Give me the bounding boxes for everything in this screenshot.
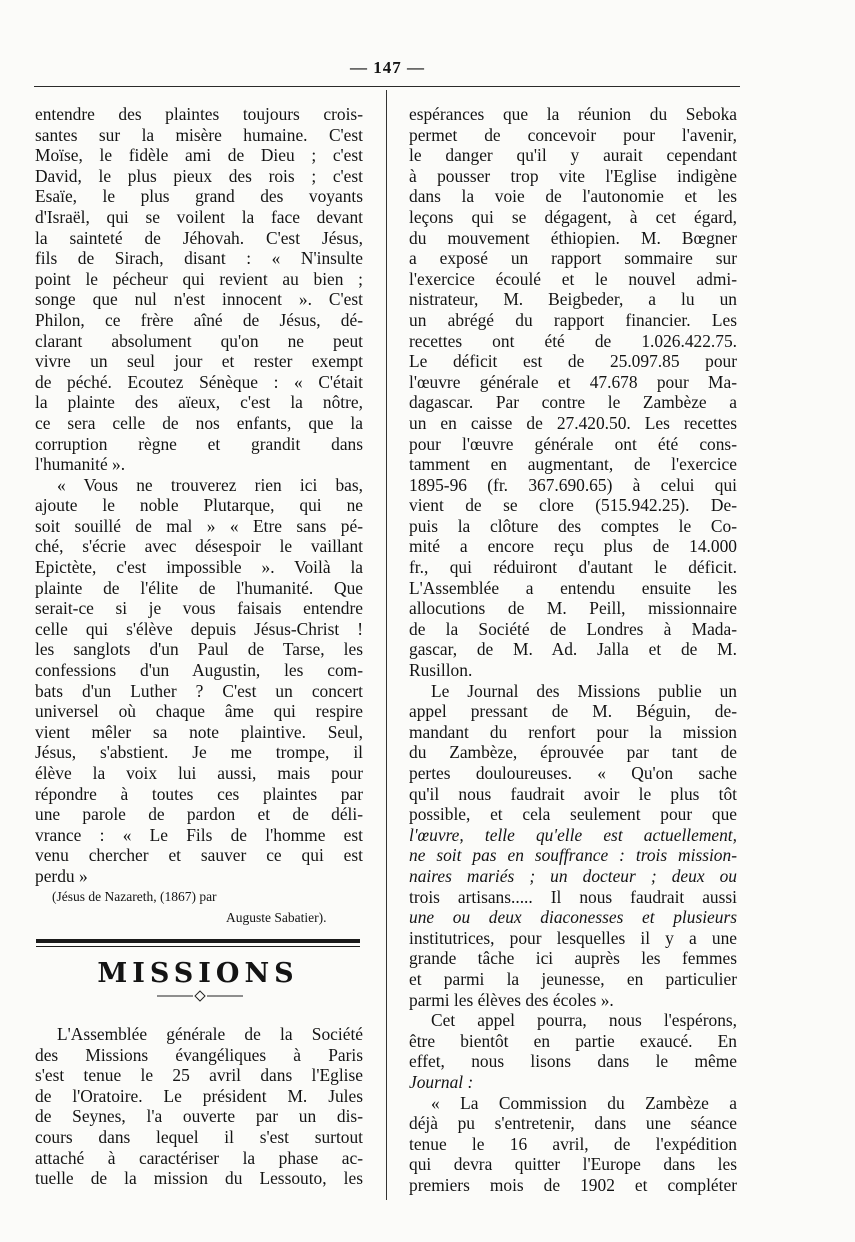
text-line: universel où chaque âme qui respire <box>35 701 363 722</box>
text-line: santes sur la misère humaine. C'est <box>35 124 363 145</box>
text-line: le danger qu'il y aurait cependant <box>409 145 737 166</box>
text-line: effet, nous lisons dans le même <box>409 1051 737 1072</box>
text-line: et parmi la jeunesse, en particulier <box>409 968 737 989</box>
text-line: allocutions de M. Peill, missionnaire <box>409 598 737 619</box>
text-line: puis la clôture des comptes le Co- <box>409 515 737 536</box>
text-line: permet de concevoir pour l'avenir, <box>409 124 737 145</box>
text-line: vient de se clore (515.942.25). De- <box>409 495 737 516</box>
ornament-divider <box>155 990 245 1002</box>
text-line: de la Société de Londres à Mada- <box>409 618 737 639</box>
text-line: attaché à caractériser la phase ac- <box>35 1147 363 1168</box>
text-line: soit souillé de mal » « Etre sans pé- <box>35 515 363 536</box>
text-line: s'est tenue le 25 avril dans l'Eglise <box>35 1065 363 1086</box>
text-line: trois artisans..... Il nous faudrait aussi <box>409 886 737 907</box>
text-line: d'Israël, qui se voilent la face devant <box>35 206 363 227</box>
text-line: plainte de l'élite de l'humanité. Que <box>35 577 363 598</box>
text-line: l'œuvre, telle qu'elle est actuellement, <box>409 824 737 845</box>
text-line: une parole de pardon et de déli- <box>35 804 363 825</box>
text-line: dans la voie de l'autonomie et les <box>409 186 737 207</box>
text-line: l'œuvre générale et 47.678 pour Ma- <box>409 371 737 392</box>
text-line: 1895-96 (fr. 367.690.65) à celui qui <box>409 474 737 495</box>
text-line: la plainte des aïeux, c'est la nôtre, <box>35 392 363 413</box>
column-divider <box>386 90 387 1200</box>
text-line: David, le plus pieux des rois ; c'est <box>35 165 363 186</box>
text-line: tamment en augmentant, de l'exercice <box>409 454 737 475</box>
text-line: a exposé un rapport sommaire sur <box>409 248 737 269</box>
section-title: MISSIONS <box>97 958 299 989</box>
text-line: fr., qui réduiront d'autant le déficit. <box>409 557 737 578</box>
text-line: répondre à toutes ces plaintes par <box>35 783 363 804</box>
quote-source <box>52 886 352 928</box>
text-line: institutrices, pour lesquelles il y a une <box>409 927 737 948</box>
text-line: pour l'œuvre générale ont été cons- <box>409 433 737 454</box>
text-line: tenue le 16 avril, de l'expédition <box>409 1133 737 1154</box>
text-line: Rusillon. <box>409 660 473 681</box>
text-line: élève la voix lui aussi, mais pour <box>35 763 363 783</box>
text-line: vrance : « Le Fils de l'homme est <box>35 824 363 845</box>
header-rule <box>34 86 740 87</box>
text-line: L'Assemblée a entendu ensuite les <box>409 577 737 598</box>
text-line: Le déficit est de 25.097.85 pour <box>409 351 737 372</box>
text-line: qu'il nous faudrait avoir le plus tôt <box>409 783 737 804</box>
text-line: l'exercice écoulé et le nouvel admi- <box>409 268 737 289</box>
text-line: Moïse, le fidèle ami de Dieu ; c'est <box>35 145 363 166</box>
text-line: Jésus, s'abstient. Je me trompe, il <box>35 742 363 763</box>
text-line: qui devra quitter l'Europe dans les <box>409 1154 737 1175</box>
text-line: premiers mois de 1902 et compléter <box>409 1174 737 1195</box>
text-line: L'Assemblée générale de la Société <box>57 1024 363 1044</box>
text-line: appel pressant de M. Béguin, de- <box>409 701 737 722</box>
text-line: nistrateur, M. Beigbeder, a lu un <box>409 289 737 310</box>
text-line: parmi les élèves des écoles ». <box>409 989 614 1010</box>
text-line: venu chercher et sauver ce qui est <box>35 845 363 866</box>
text-line: possible, et cela seulement pour que <box>409 804 737 825</box>
text-line: vient mêler sa note plaintive. Seul, <box>35 721 363 742</box>
text-line: « La Commission du Zambèze a <box>431 1092 737 1113</box>
text-line: l'humanité ». <box>35 454 126 475</box>
text-line: celle qui s'élève depuis Jésus-Christ ! <box>35 618 363 639</box>
text-line: ne soit pas en souffrance : trois mission- <box>409 845 737 866</box>
text-line: corruption règne et grandit dans <box>35 433 363 454</box>
section-rule-thick <box>36 939 360 943</box>
text-line: les sanglots d'un Paul de Tarse, les <box>35 639 363 660</box>
text-line: un en caisse de 27.420.50. Les recettes <box>409 412 737 433</box>
text-line: mandant du renfort pour la mission <box>409 721 737 742</box>
quote-source-line-2: Auguste Sabatier). <box>226 910 327 925</box>
text-line: cours dans lequel il s'est surtout <box>35 1126 363 1147</box>
text-line: leçons qui se dégagent, à cet égard, <box>409 206 737 227</box>
text-line: un abrégé du rapport financier. Les <box>409 309 737 330</box>
quote-source-line-1: (Jésus de Nazareth, (1867) par <box>52 889 217 904</box>
text-line: serait-ce si je vous faisais entendre <box>35 598 363 619</box>
text-line: Cet appel pourra, nous l'espérons, <box>431 1010 737 1031</box>
text-line: du Zambèze, éprouvée par tant de <box>409 742 737 763</box>
text-line: bats d'un Luther ? C'est un concert <box>35 680 363 701</box>
text-line: « Vous ne trouverez rien ici bas, <box>57 474 363 495</box>
text-line: déjà pu s'entretenir, dans une séance <box>409 1113 737 1134</box>
text-line: gascar, de M. Ad. Jalla et de M. <box>409 639 737 660</box>
text-line: confessions d'un Augustin, les com- <box>35 660 363 681</box>
text-line: de l'Oratoire. Le président M. Jules <box>35 1085 363 1106</box>
text-line: fils de Sirach, disant : « N'insulte <box>35 248 363 269</box>
text-line: Le Journal des Missions publie un <box>431 680 737 701</box>
text-line: songe que nul n'est innocent ». C'est <box>35 289 363 310</box>
text-line: la sainteté de Jéhovah. C'est Jésus, <box>35 227 363 248</box>
text-line: Journal : <box>409 1071 474 1092</box>
section-rule-thin <box>36 946 360 947</box>
text-line: naires mariés ; un docteur ; deux ou <box>409 865 737 886</box>
text-line: ché, s'écrie avec désespoir le vaillant <box>35 536 363 557</box>
text-line: Epictète, c'est impossible ». Voilà la <box>35 557 363 578</box>
text-line: vivre un seul jour et rester exempt <box>35 351 363 372</box>
text-line: mité a encore reçu plus de 14.000 <box>409 536 737 557</box>
text-line: dagascar. Par contre le Zambèze a <box>409 392 737 413</box>
text-line: des Missions évangéliques à Paris <box>35 1044 363 1065</box>
text-line: recettes ont été de 1.026.422.75. <box>409 330 737 351</box>
text-line: de Seynes, l'a ouverte par un dis- <box>35 1106 363 1127</box>
text-line: Philon, ce frère aîné de Jésus, dé- <box>35 309 363 330</box>
text-line: tuelle de la mission du Lessouto, les <box>35 1168 363 1189</box>
text-line: perdu » <box>35 865 88 886</box>
page-number: — 147 — <box>350 58 425 77</box>
text-line: ajoute le noble Plutarque, qui ne <box>35 495 363 516</box>
text-line: clarant absolument qu'on ne peut <box>35 330 363 351</box>
text-line: point le pécheur qui revient au bien ; <box>35 268 363 289</box>
left-column-missions <box>35 1024 363 1189</box>
right-column <box>409 104 737 1195</box>
text-line: ce sera celle de nos enfants, que la <box>35 412 363 433</box>
left-column <box>35 104 363 887</box>
text-line: grande tâche ici auprès les femmes <box>409 948 737 969</box>
text-line: être bientôt en partie exaucé. En <box>409 1030 737 1051</box>
text-line: une ou deux diaconesses et plusieurs <box>409 907 737 928</box>
text-line: espérances que la réunion du Seboka <box>409 104 737 124</box>
text-line: à pousser trop vite l'Eglise indigène <box>409 165 737 186</box>
text-line: Esaïe, le plus grand des voyants <box>35 186 363 207</box>
text-line: pertes douloureuses. « Qu'on sache <box>409 763 737 783</box>
text-line: du mouvement éthiopien. M. Bœgner <box>409 227 737 248</box>
text-line: de péché. Ecoutez Sénèque : « C'était <box>35 371 363 392</box>
text-line: entendre des plaintes toujours crois- <box>35 104 363 124</box>
